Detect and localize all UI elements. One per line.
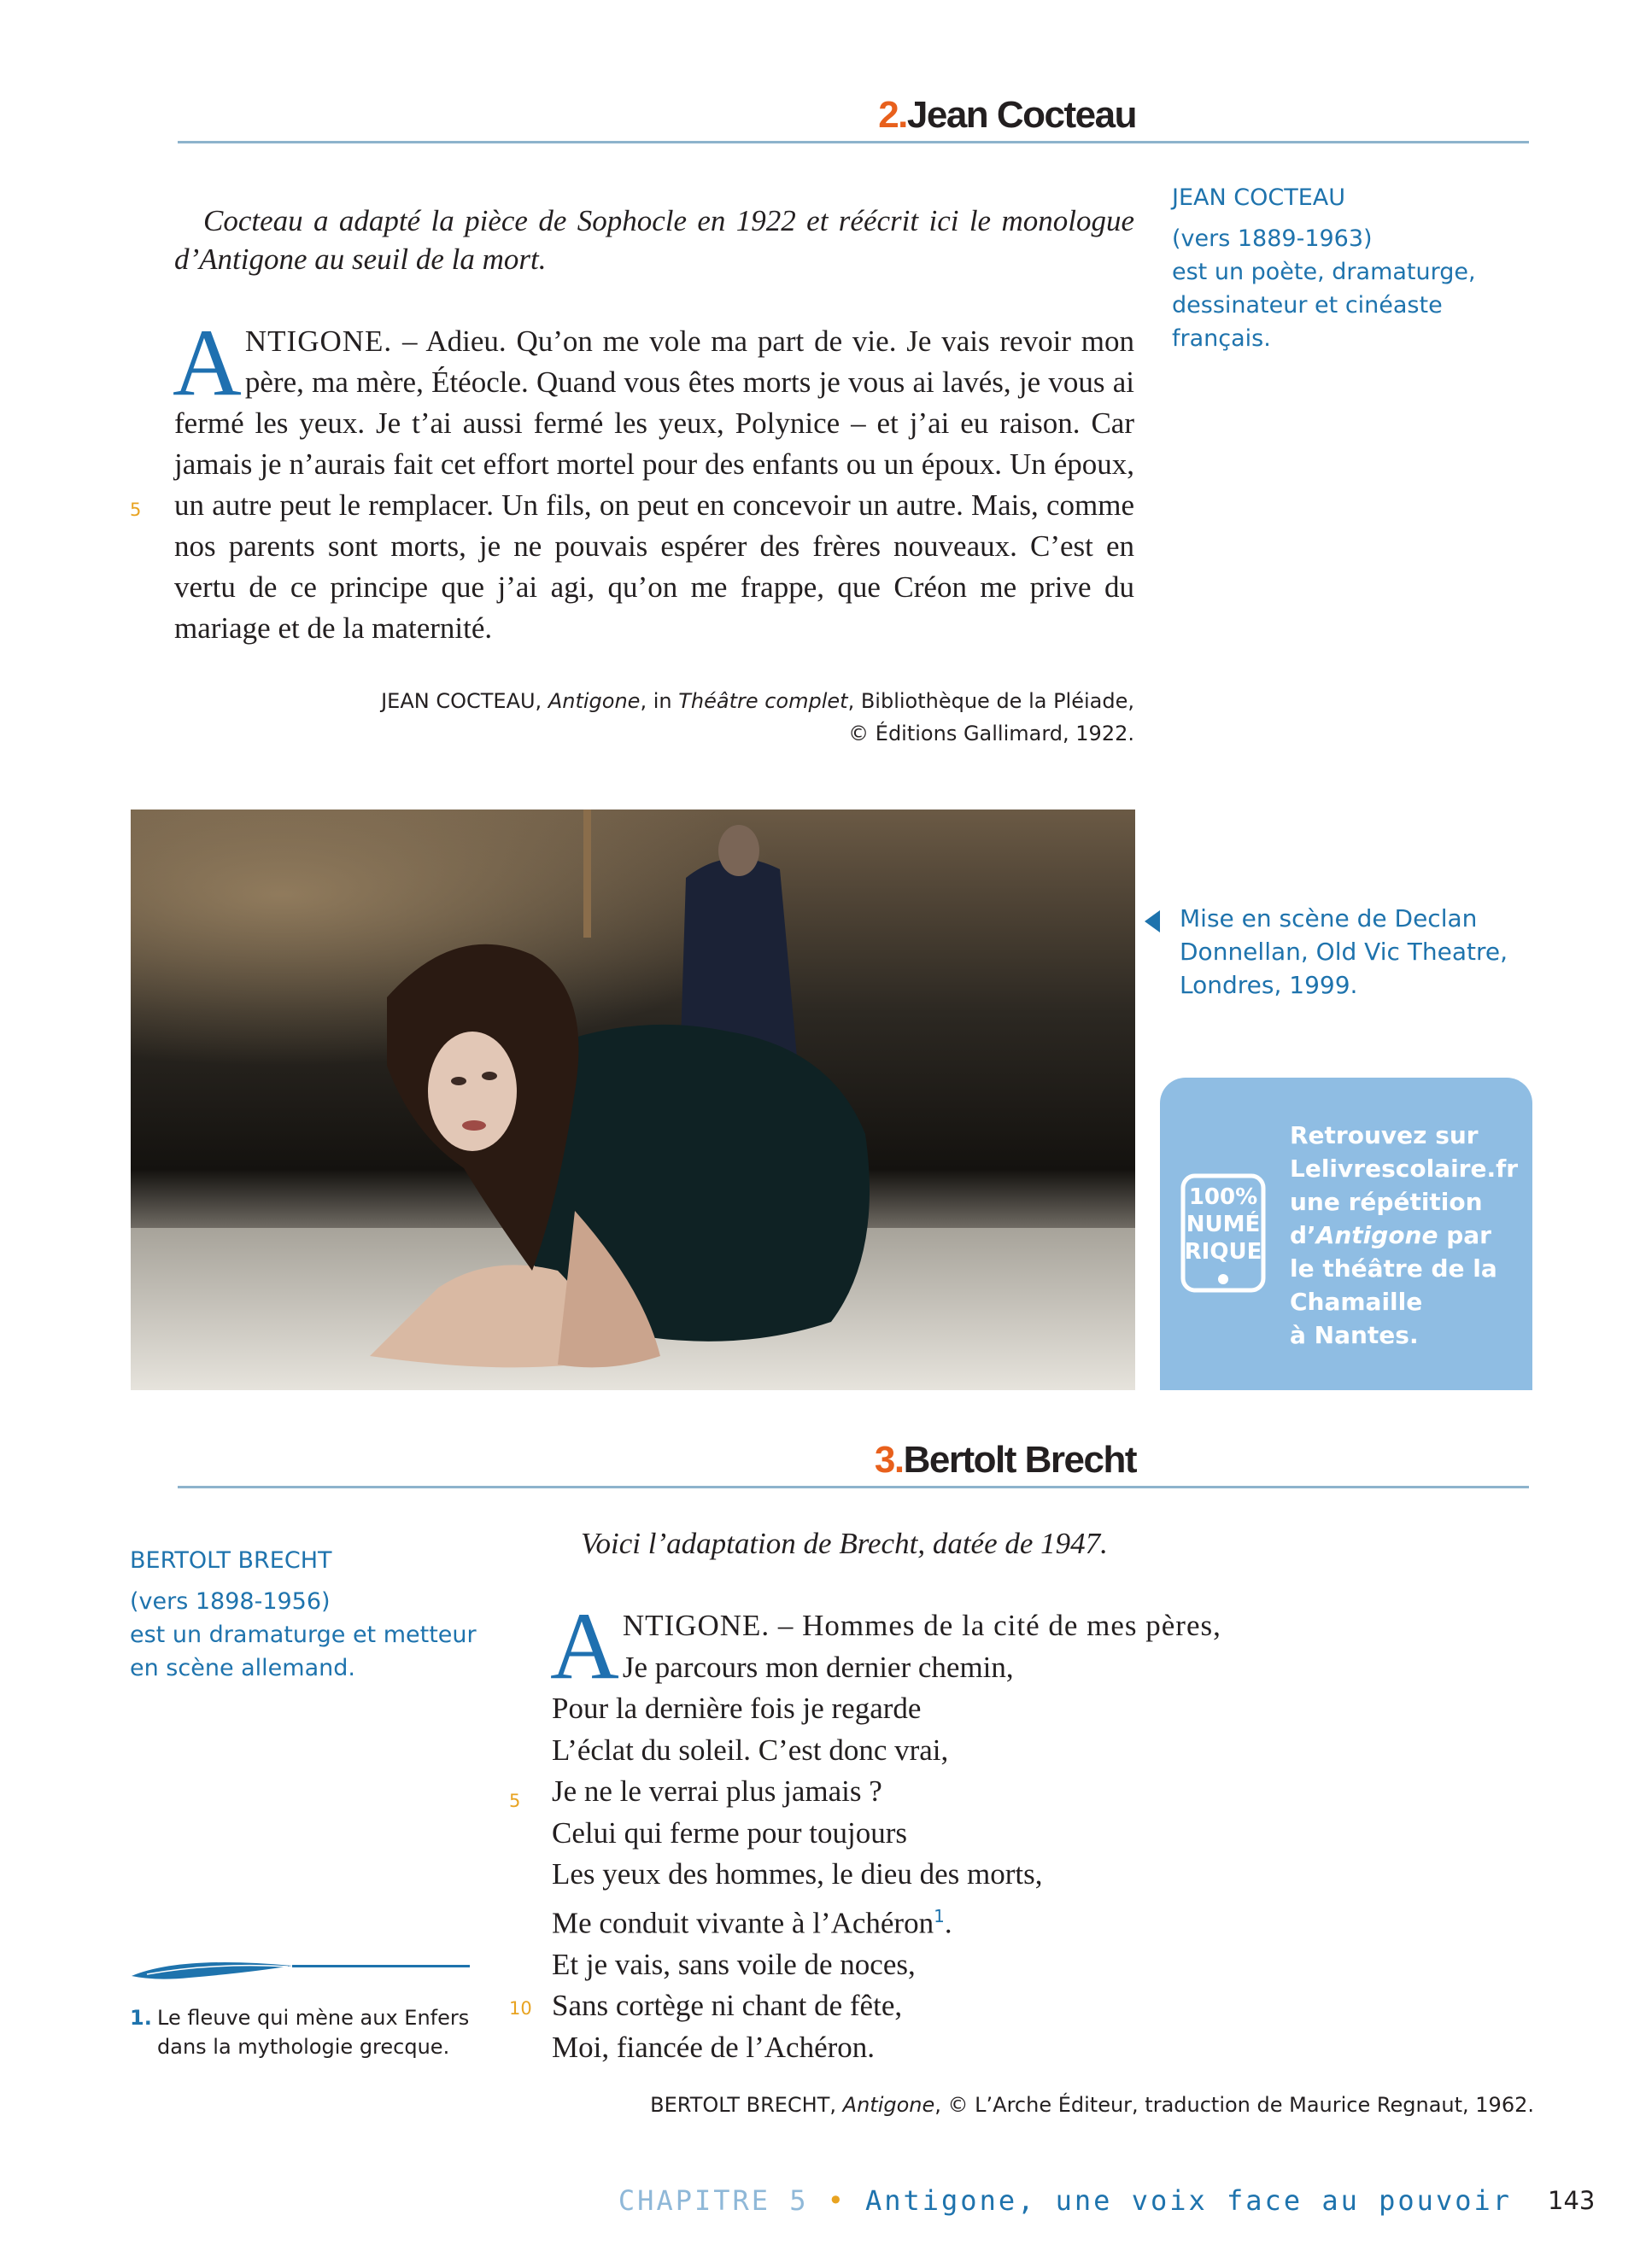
photo-caption bbox=[1141, 902, 1517, 1002]
verse-line: Je ne le verrai plus jamais ? bbox=[552, 1774, 882, 1808]
badge-line-3: RIQUE bbox=[1184, 1239, 1262, 1265]
excerpt-cocteau bbox=[173, 310, 1134, 649]
credit-in: , in bbox=[640, 689, 672, 713]
footer-chapter: CHAPITRE 5 bbox=[618, 2184, 809, 2217]
verse-line: Moi, fiancée de l’Achéron. bbox=[552, 2030, 876, 2064]
author-box-brecht bbox=[130, 1544, 489, 1685]
stage-photo-illustration bbox=[131, 810, 1135, 1390]
verse-line: Celui qui ferme pour toujours bbox=[552, 1815, 908, 1850]
badge-line-1: 100% bbox=[1188, 1184, 1258, 1210]
section-number: 2. bbox=[878, 94, 907, 136]
verse-line: Pour la dernière fois je regarde bbox=[552, 1692, 922, 1725]
digital-line: Chamaille bbox=[1290, 1288, 1423, 1316]
credit-collection: Théâtre complet bbox=[678, 689, 848, 713]
footnote-number: 1. bbox=[130, 2006, 152, 2030]
section-name: Jean Cocteau bbox=[906, 94, 1136, 136]
author-name: JEAN COCTEAU bbox=[1172, 184, 1346, 211]
badge-line-2: NUMÉ bbox=[1186, 1212, 1261, 1237]
credit-line2: © Éditions Gallimard, 1922. bbox=[848, 722, 1134, 745]
credit-rest: , © L’Arche Éditeur, traduction de Maurice Regnaut, 1962. bbox=[934, 2093, 1534, 2117]
verse-line: NTIGONE. – Hommes de la cité de mes pères, bbox=[622, 1609, 1221, 1642]
verse-line: Et je vais, sans voile de noces, bbox=[552, 1947, 916, 1981]
section-3-rule bbox=[178, 1486, 1529, 1488]
footnote-marker[interactable]: 1 bbox=[934, 1905, 945, 1926]
line-number: 5 bbox=[509, 1791, 521, 1811]
author-desc: est un dramaturge et metteur en scène allemand. bbox=[130, 1622, 477, 1681]
footer-bullet: • bbox=[827, 2184, 846, 2217]
digital-line: une répétition bbox=[1290, 1188, 1483, 1216]
footer-title: Antigone, une voix face au pouvoir bbox=[864, 2184, 1512, 2217]
monologue-text: – Adieu. Qu’on me vole ma part de vie. Je vais revoir mon père, ma mère, Étéocle. Quand vous êtes morts je vous ai lavés, je vous ai fermé les yeux. Je t’ai aussi fermé les yeux, Polynice – et j’ai eu raison. Car jamais je n’aurais fait cet effort mortel pour des enfants ou un époux. Un époux, un autre peut le remplacer. Un fils, on peut en concevoir un autre. Mais, comme nos parents sont morts, je ne pouvais espérer des frères nouveaux. C’est en vertu de ce principe que j’ai agi, qu’on me frappe, que Créon me prive du mariage et de la maternité. bbox=[174, 324, 1134, 645]
credit-work: Antigone bbox=[842, 2093, 935, 2117]
digital-resource-text[interactable] bbox=[1290, 1119, 1529, 1352]
verse-line: Sans cortège ni chant de fête, bbox=[552, 1989, 903, 2023]
footnote bbox=[130, 2003, 489, 2061]
verse-line: Me conduit vivante à l’Achéron$^1$. bbox=[552, 1905, 952, 1940]
digital-line: Retrouvez sur bbox=[1290, 1121, 1479, 1149]
digital-line: le théâtre de la bbox=[1290, 1254, 1497, 1283]
verse-line: Les yeux des hommes, le dieu des morts, bbox=[552, 1857, 1043, 1891]
quill-ornament-icon bbox=[130, 1952, 472, 1987]
source-credit-cocteau bbox=[280, 685, 1134, 750]
credit-author: BERTOLT BRECHT, bbox=[650, 2093, 837, 2117]
verse-line: L’éclat du soleil. C’est donc vrai, bbox=[552, 1733, 949, 1767]
digital-resource-box[interactable] bbox=[1160, 1078, 1532, 1390]
digital-line: d’Antigone par bbox=[1290, 1221, 1491, 1249]
photo-caption-text: Mise en scène de Declan Donnellan, Old Vic Theatre, Londres, 1999. bbox=[1180, 904, 1508, 999]
section-3-title bbox=[875, 1439, 1136, 1482]
author-dates: (vers 1898-1956) bbox=[130, 1588, 331, 1615]
excerpt-brecht bbox=[550, 1593, 1321, 2068]
speaker-name: NTIGONE. bbox=[244, 324, 393, 358]
source-credit-brecht bbox=[650, 2089, 1534, 2121]
stage-photo bbox=[131, 810, 1135, 1390]
author-dates: (vers 1889-1963) bbox=[1172, 225, 1373, 252]
section-number: 3. bbox=[874, 1439, 904, 1481]
caret-left-icon bbox=[1145, 908, 1162, 941]
author-box-cocteau bbox=[1172, 181, 1514, 355]
digital-line: à Nantes. bbox=[1290, 1321, 1419, 1349]
section-name: Bertolt Brecht bbox=[903, 1439, 1136, 1481]
page-number: 143 bbox=[1548, 2186, 1596, 2215]
author-name: BERTOLT BRECHT bbox=[130, 1547, 332, 1574]
line-number: 5 bbox=[130, 500, 142, 520]
credit-rest: , Bibliothèque de la Pléiade, bbox=[847, 689, 1134, 713]
drop-cap: A bbox=[173, 310, 242, 416]
footnote-text: Le fleuve qui mène aux Enfers dans la mythologie grecque. bbox=[157, 2006, 470, 2059]
section-2-title bbox=[878, 94, 1136, 137]
intro-brecht: Voici l’adaptation de Brecht, datée de 1947. bbox=[581, 1527, 1108, 1560]
intro-cocteau: Cocteau a adapté la pièce de Sophocle en 1922 et réécrit ici le monologue d’Antigone au seuil de la mort. bbox=[174, 204, 1134, 276]
drop-cap: A bbox=[550, 1593, 619, 1699]
verse-line: Je parcours mon dernier chemin, bbox=[622, 1650, 1014, 1684]
page-footer bbox=[618, 2184, 1512, 2217]
credit-work: Antigone bbox=[548, 689, 641, 713]
author-desc: est un poète, dramaturge, dessinateur et cinéaste français. bbox=[1172, 259, 1476, 352]
line-number: 10 bbox=[509, 1998, 532, 2019]
smartphone-icon bbox=[1180, 1173, 1266, 1293]
section-2-rule bbox=[178, 141, 1529, 143]
digital-link[interactable]: Lelivrescolaire.fr bbox=[1290, 1154, 1519, 1183]
credit-author: JEAN COCTEAU, bbox=[381, 689, 542, 713]
